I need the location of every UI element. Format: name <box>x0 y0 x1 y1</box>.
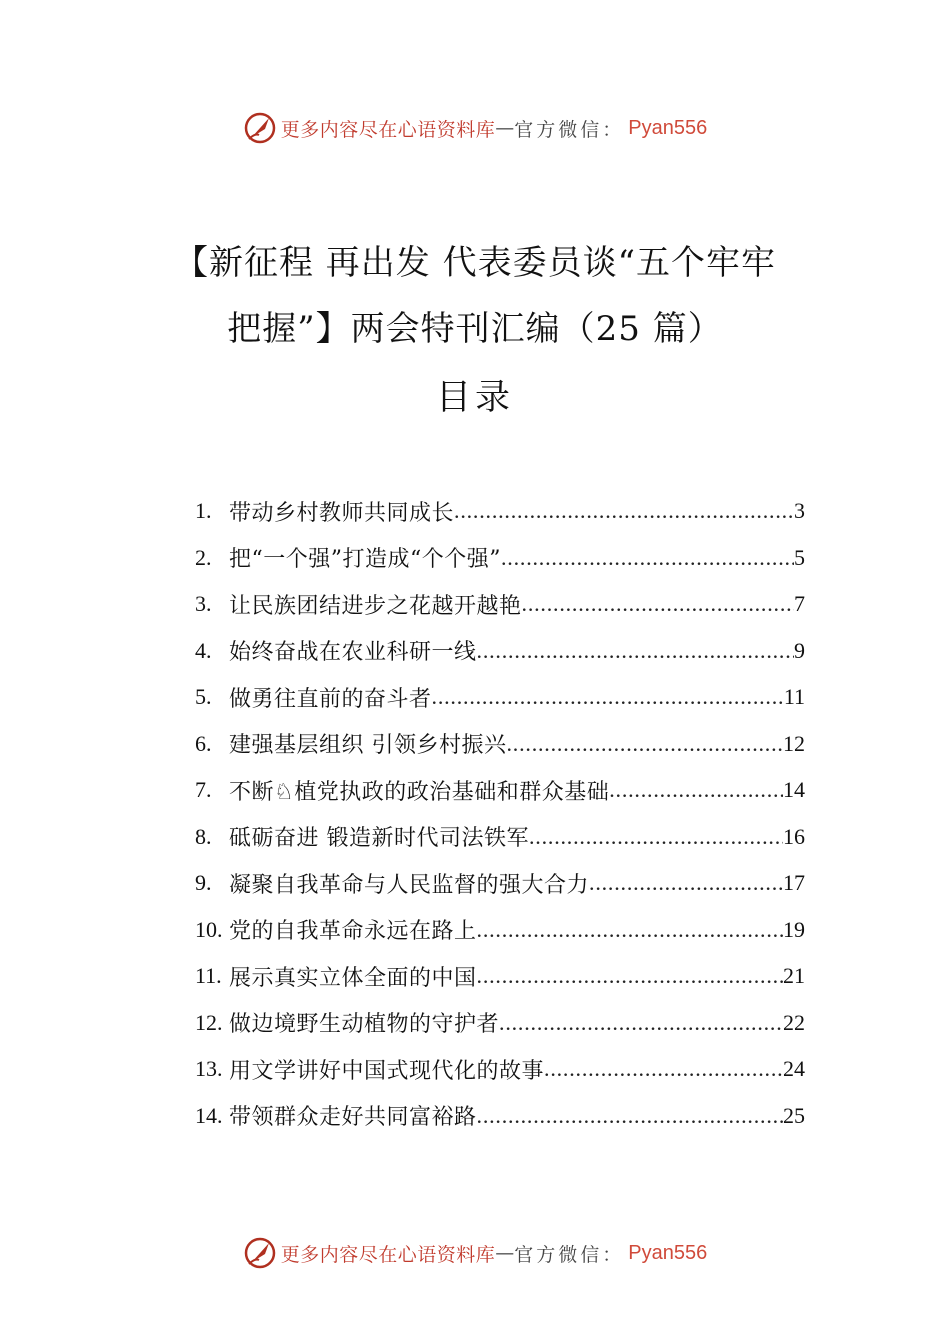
toc-item[interactable] <box>195 860 805 907</box>
toc-item-number: 6. <box>195 730 212 756</box>
toc-leader-dots <box>477 1103 783 1129</box>
toc-item-page: 25 <box>783 1102 805 1128</box>
toc-item-page: 21 <box>783 963 805 989</box>
toc-heading: 目录 <box>435 378 514 418</box>
toc-item-page: 3 <box>794 498 805 524</box>
document-title-line-1: 【新征程 再出发 代表委员谈“五个牢牢 <box>174 243 776 283</box>
toc-leader-dots <box>544 1056 783 1082</box>
toc-item-title: 建强基层组织 引领乡村振兴 <box>229 733 507 759</box>
toc-item-number: 12. <box>195 1009 223 1035</box>
toc-leader-dots <box>432 684 784 710</box>
toc-item-number: 5. <box>195 684 212 710</box>
table-of-contents <box>195 488 805 1139</box>
toc-item-page: 7 <box>794 591 805 617</box>
toc-item-number: 13. <box>195 1056 223 1082</box>
banner-wechat-id: Pyan556 <box>628 1241 708 1264</box>
toc-leader-dots <box>477 638 794 664</box>
banner-official-text: 官方微信： <box>514 1243 625 1266</box>
toc-item-number: 11. <box>195 963 222 989</box>
toc-item-page: 14 <box>783 777 805 803</box>
toc-leader-dots <box>507 731 784 757</box>
toc-item[interactable] <box>195 1046 805 1093</box>
toc-item-number: 7. <box>195 777 212 803</box>
banner-main-text: 更多内容尽在心语资料库 <box>280 1243 496 1266</box>
toc-item-number: 1. <box>195 498 212 524</box>
toc-item[interactable] <box>195 767 805 814</box>
toc-item-page: 16 <box>783 823 805 849</box>
toc-item-page: 19 <box>783 916 805 942</box>
toc-item-title: 带动乡村教师共同成长 <box>229 500 455 526</box>
toc-item-number: 8. <box>195 823 212 849</box>
toc-item-number: 2. <box>195 544 212 570</box>
toc-leader-dots <box>529 824 783 850</box>
toc-item-number: 9. <box>195 870 212 896</box>
toc-leader-dots <box>499 1010 783 1036</box>
banner-main-text: 更多内容尽在心语资料库 <box>280 118 496 141</box>
toc-item[interactable] <box>195 907 805 954</box>
toc-leader-dots <box>522 591 794 617</box>
toc-leader-dots <box>477 917 783 943</box>
quill-pen-logo-icon <box>243 1236 277 1270</box>
toc-item-page: 24 <box>783 1056 805 1082</box>
toc-item-title: 党的自我革命永远在路上 <box>229 919 477 945</box>
toc-item-title: 用文学讲好中国式现代化的故事 <box>229 1058 545 1084</box>
toc-item-number: 4. <box>195 637 212 663</box>
toc-item[interactable] <box>195 581 805 628</box>
toc-item-title: 做勇往直前的奋斗者 <box>229 686 432 712</box>
toc-item-title: 做边境野生动植物的守护者 <box>229 1012 500 1038</box>
toc-item[interactable] <box>195 488 805 535</box>
document-title-line-2: 把握”】两会特刊汇编（25 篇） <box>227 309 723 349</box>
banner-dash: — <box>495 1242 515 1264</box>
toc-leader-dots <box>501 545 794 571</box>
toc-item-title: 带领群众走好共同富裕路 <box>229 1105 477 1131</box>
quill-pen-logo-icon <box>243 111 277 145</box>
toc-item[interactable] <box>195 628 805 675</box>
banner-dash: — <box>495 117 515 139</box>
toc-item[interactable] <box>195 535 805 582</box>
toc-item-number: 10. <box>195 916 223 942</box>
toc-item-page: 9 <box>794 637 805 663</box>
toc-item[interactable] <box>195 1093 805 1140</box>
toc-item-title: 把“一个强”打造成“个个强” <box>229 547 501 573</box>
toc-item-title: 让民族团结进步之花越开越艳 <box>229 593 522 619</box>
toc-item-page: 11 <box>783 684 805 710</box>
toc-item-title: 凝聚自我革命与人民监督的强大合力 <box>229 872 590 898</box>
banner-official-text: 官方微信： <box>514 118 625 141</box>
toc-item-page: 12 <box>783 730 805 756</box>
toc-item[interactable] <box>195 814 805 861</box>
toc-item[interactable] <box>195 1000 805 1047</box>
toc-item-title: 不断♘植党执政的政治基础和群众基础 <box>229 779 610 805</box>
toc-leader-dots <box>454 498 794 524</box>
toc-item-number: 14. <box>195 1102 223 1128</box>
toc-leader-dots <box>609 777 783 803</box>
toc-item-title: 始终奋战在农业科研一线 <box>229 640 477 666</box>
banner-wechat-id: Pyan556 <box>628 116 708 139</box>
toc-item[interactable] <box>195 953 805 1000</box>
header-watermark-banner <box>0 108 950 148</box>
toc-leader-dots <box>589 870 783 896</box>
toc-item-page: 5 <box>794 544 805 570</box>
toc-item-page: 22 <box>783 1009 805 1035</box>
toc-item-title: 砥砺奋进 锻造新时代司法铁军 <box>229 826 529 852</box>
toc-item[interactable] <box>195 721 805 768</box>
toc-item[interactable] <box>195 674 805 721</box>
toc-item-page: 17 <box>783 870 805 896</box>
toc-item-title: 展示真实立体全面的中国 <box>229 965 477 991</box>
footer-watermark-banner <box>0 1233 950 1273</box>
toc-item-number: 3. <box>195 591 212 617</box>
toc-leader-dots <box>477 963 783 989</box>
